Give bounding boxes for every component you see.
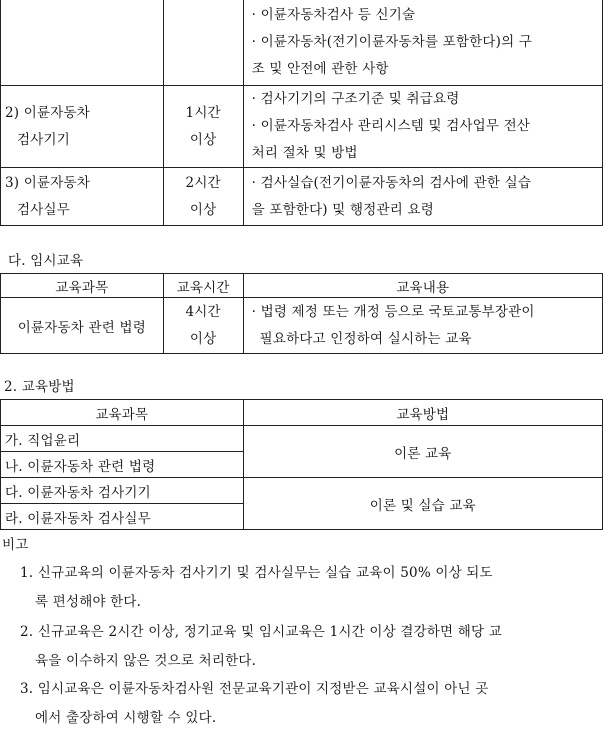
note-line: 육을 이수하지 않은 것으로 처리한다. [20,647,598,676]
hours-cell [163,168,243,226]
notes-title: 비고 [2,535,28,555]
contents-cell [243,298,602,354]
course-line: 검사실무 [5,197,163,224]
course-line: 2) 이륜자동차 [5,100,163,127]
method-cell: 이론 및 실습 교육 [243,478,602,530]
course-cell: 라. 이륜자동차 검사실무 [1,504,244,530]
content-line: · 검사실습(전기이륜자동차의 검사에 관한 실습 [252,170,602,197]
hours-line: 이상 [164,127,243,154]
column-header: 교육내용 [243,274,602,298]
contents-cell [243,86,602,168]
hours-line: 1시간 [164,100,243,127]
column-header: 교육과목 [1,400,244,426]
table-row [1,86,603,168]
course-cell [1,0,164,86]
course-cell [1,86,164,168]
column-header: 교육방법 [243,400,602,426]
section-heading: 다. 임시교육 [8,251,83,271]
course-cell: 가. 직업윤리 [1,426,244,452]
table-row [1,0,603,86]
course-cell: 다. 이륜자동차 검사기기 [1,478,244,504]
content-line: 을 포함한다) 및 행정관리 요령 [252,197,602,224]
training-course-table [0,0,603,226]
note-item [20,559,598,616]
course-line: 3) 이륜자동차 [5,170,163,197]
content-line: 조 및 안전에 관한 사항 [252,56,602,83]
hours-line: 4시간 [164,299,243,326]
content-line: · 이륜자동차(전기이륜자동차를 포함한다)의 구 [252,29,602,56]
content-line: · 이륜자동차검사 등 신기술 [252,2,602,29]
course-cell: 이륜자동차 관련 법령 [1,298,164,354]
content-line: · 법령 제정 또는 개정 등으로 국토교통부장관이 [252,299,602,326]
hours-line: 이상 [164,197,243,224]
course-cell [1,168,164,226]
course-cell: 나. 이륜자동차 관련 법령 [1,452,244,478]
table-header-row [1,274,603,298]
content-line: · 검사기기의 구조기준 및 취급요령 [252,86,602,113]
note-line: 2. 신규교육은 2시간 이상, 정기교육 및 임시교육은 1시간 이상 결강하면 해당 교 [20,618,598,647]
table-row [1,168,603,226]
contents-cell [243,168,602,226]
note-line: 록 편성해야 한다. [20,588,598,617]
note-line: 에서 출장하여 시행할 수 있다. [20,704,598,732]
table-row [1,426,603,452]
contents-cell [243,0,602,86]
content-line: 처리 절차 및 방법 [252,140,602,167]
column-header: 교육과목 [1,274,164,298]
table-row [1,478,603,504]
training-method-table [0,399,603,530]
hours-line: 2시간 [164,170,243,197]
note-item [20,618,598,675]
note-item [20,675,598,732]
content-line: · 이륜자동차검사 관리시스템 및 검사업무 전산 [252,113,602,140]
hours-cell [163,298,243,354]
method-cell: 이론 교육 [243,426,602,478]
note-line: 3. 임시교육은 이륜자동차검사원 전문교육기관이 지정받은 교육시설이 아닌 곳 [20,675,598,704]
hours-cell [163,86,243,168]
content-line: 필요하다고 인정하여 실시하는 교육 [252,326,602,353]
table-header-row [1,400,603,426]
hours-line: 이상 [164,326,243,353]
table-row [1,298,603,354]
column-header: 교육시간 [163,274,243,298]
hours-cell [163,0,243,86]
note-line: 1. 신규교육의 이륜자동차 검사기기 및 검사실무는 실습 교육이 50% 이상 되도 [20,559,598,588]
section-heading: 2. 교육방법 [4,377,75,397]
course-line: 검사기기 [5,127,163,154]
temporary-training-table [0,273,603,354]
